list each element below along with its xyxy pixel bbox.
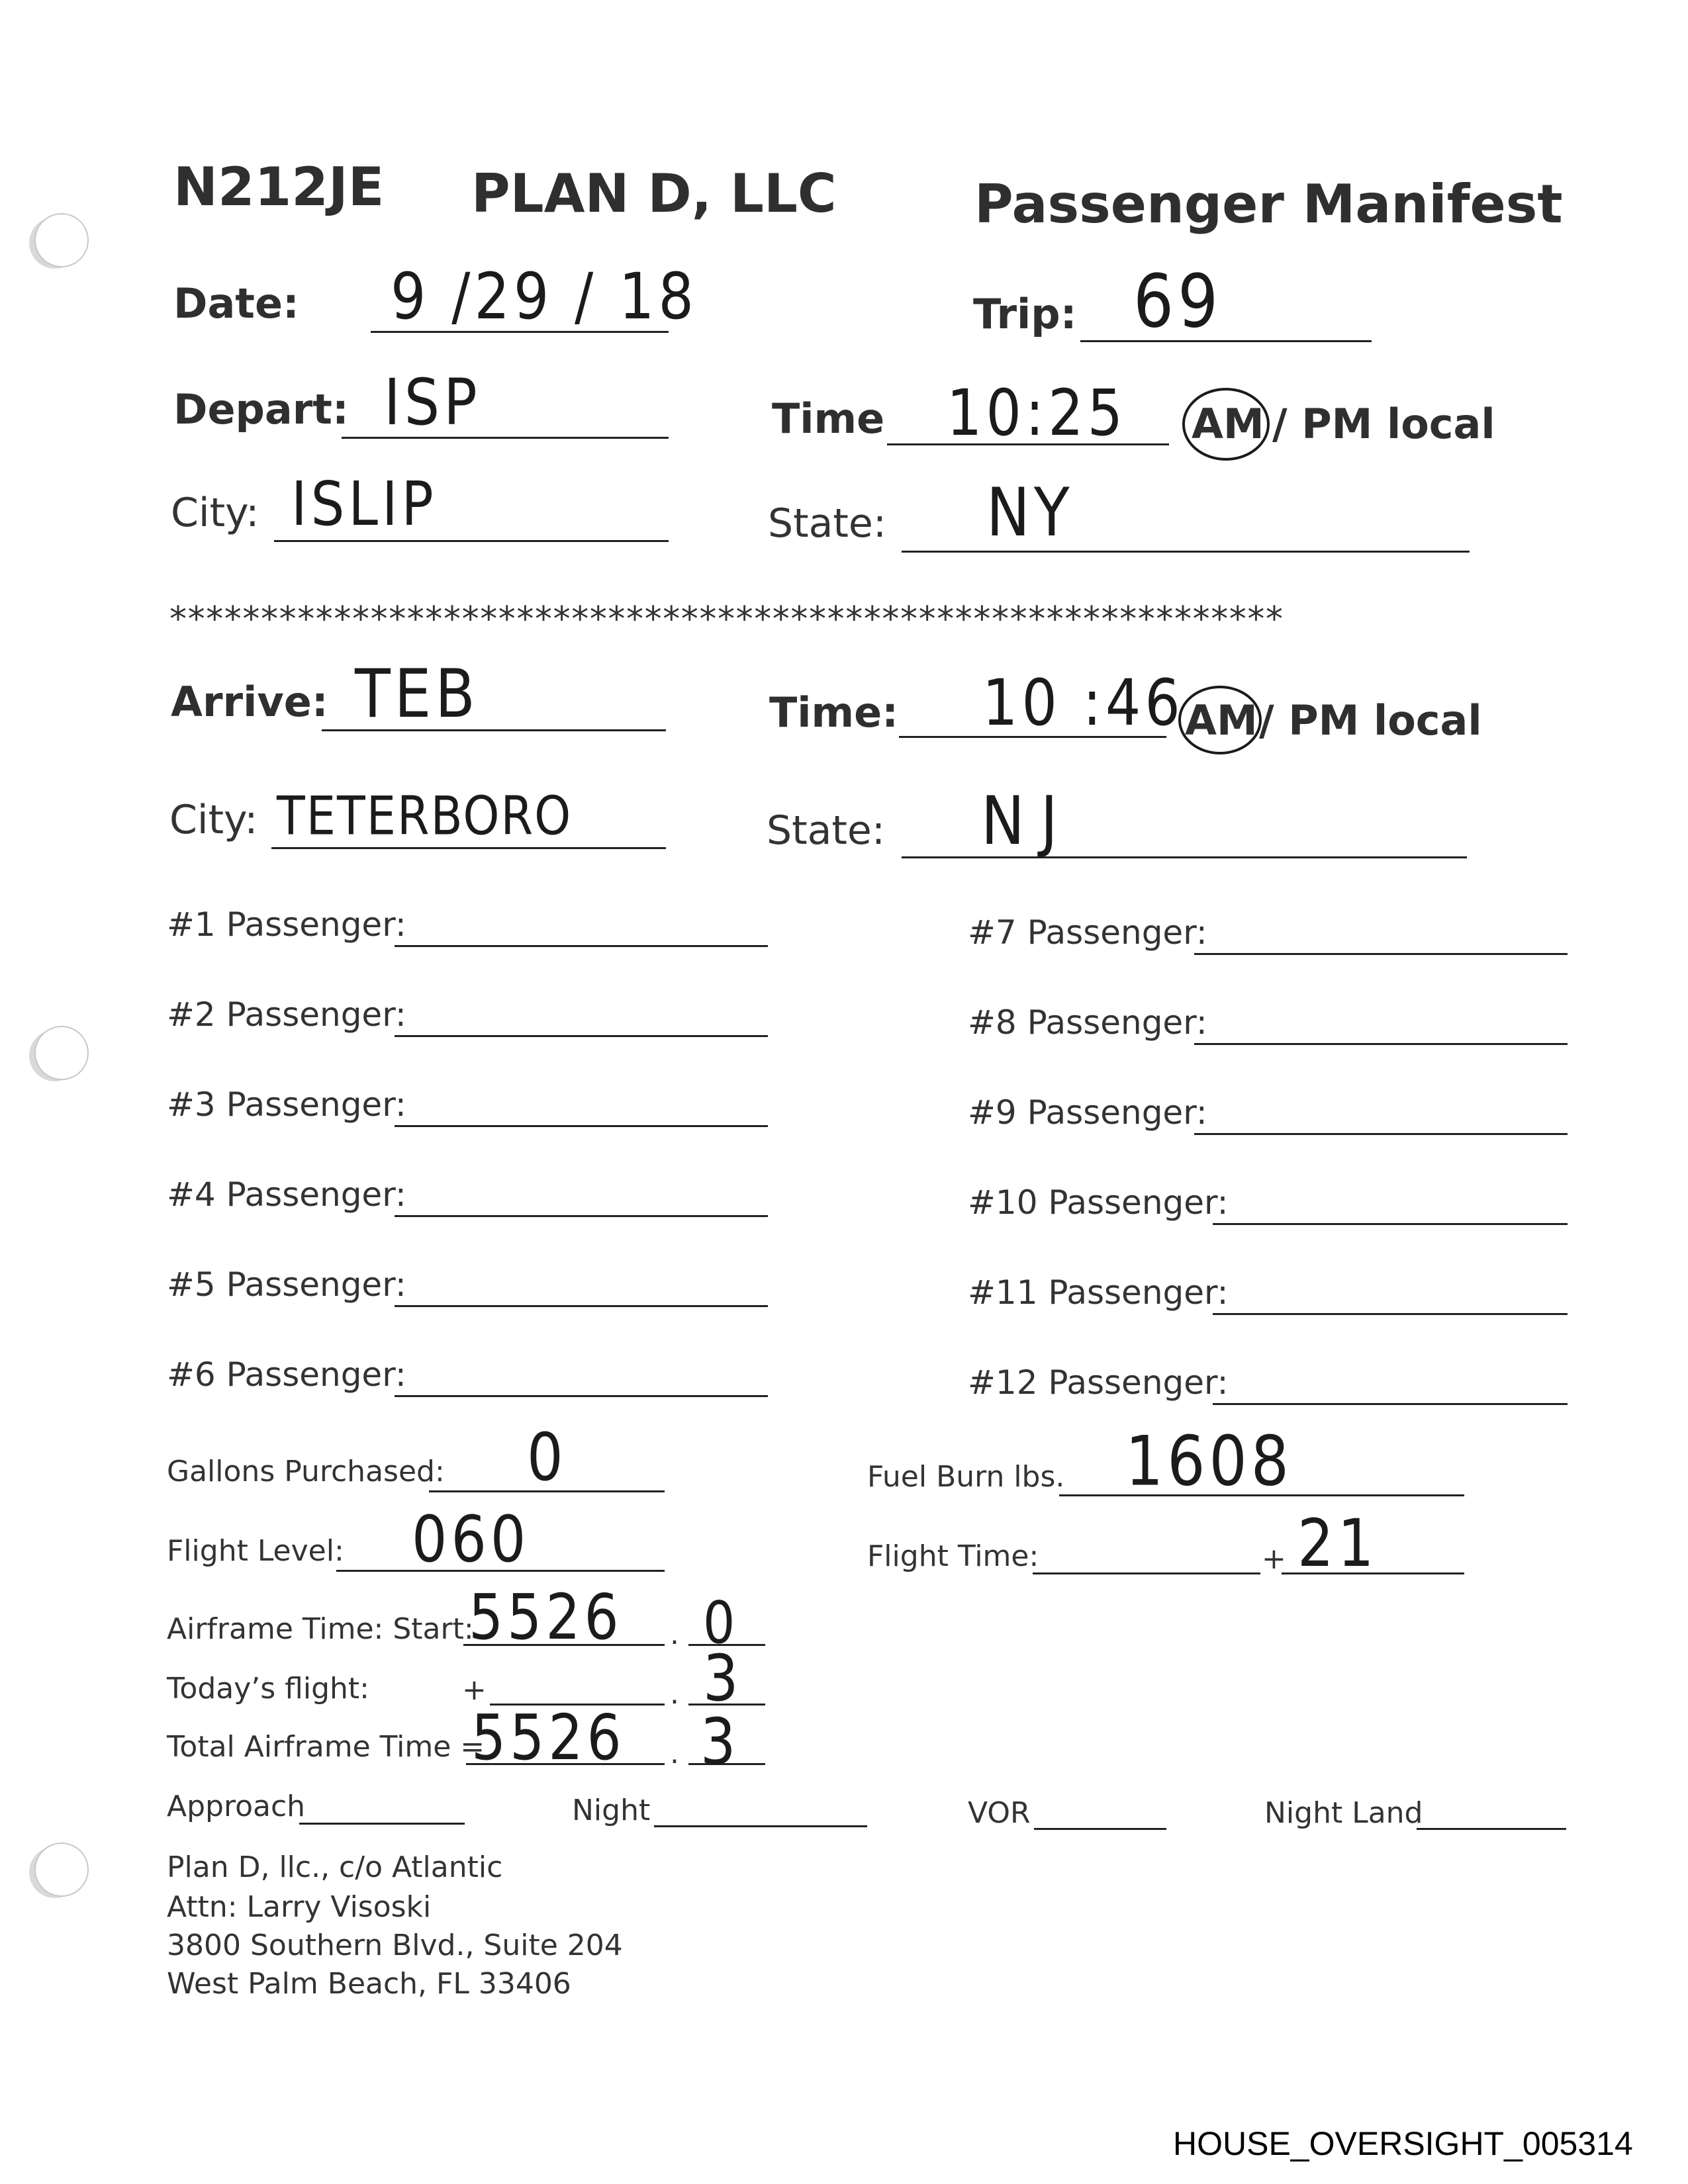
gallons-label: Gallons Purchased: (167, 1455, 445, 1488)
depart-time-value: 10:25 (947, 375, 1127, 450)
airframe-start-label: Airframe Time: Start: (167, 1612, 474, 1646)
night-land-label: Night Land (1264, 1796, 1423, 1830)
company-name: PLAN D, LLC (471, 163, 837, 224)
arrive-time-value: 10 :46 (982, 665, 1184, 740)
address-line-3: 3800 Southern Blvd., Suite 204 (167, 1929, 623, 1962)
passenger-9-line[interactable] (1194, 1133, 1568, 1135)
arrive-city-value: TETERBORO (277, 784, 573, 847)
tail-number: N212JE (173, 156, 385, 218)
passenger-6-label: #6 Passenger: (167, 1355, 406, 1394)
flight-time-hours-line (1033, 1572, 1260, 1574)
total-airframe-whole: 5526 (471, 1702, 626, 1774)
passenger-7-label: #7 Passenger: (968, 913, 1207, 952)
depart-time-label: Time (772, 394, 885, 443)
depart-city-label: City: (171, 490, 259, 536)
arrive-state-value: NJ (981, 781, 1074, 860)
passenger-8-line[interactable] (1194, 1043, 1568, 1045)
passenger-4-label: #4 Passenger: (167, 1175, 406, 1214)
passenger-11-label: #11 Passenger: (968, 1273, 1229, 1312)
fuel-burn-value: 1608 (1125, 1422, 1293, 1502)
total-airframe-label: Total Airframe Time = (167, 1730, 485, 1764)
approach-line[interactable] (299, 1823, 465, 1825)
night-land-line[interactable] (1417, 1828, 1566, 1830)
depart-state-value: NY (986, 473, 1074, 551)
depart-value: ISP (384, 365, 481, 439)
vor-line[interactable] (1034, 1828, 1166, 1830)
passenger-2-label: #2 Passenger: (167, 995, 406, 1034)
flight-level-label: Flight Level: (167, 1534, 344, 1568)
passenger-3-line[interactable] (395, 1125, 768, 1127)
todays-flight-label: Today’s flight: (167, 1672, 369, 1706)
vor-label: VOR (968, 1796, 1031, 1830)
airframe-start-dot: . (670, 1617, 679, 1651)
total-airframe-dot: . (670, 1737, 679, 1770)
form-title: Passenger Manifest (974, 173, 1563, 235)
passenger-4-line[interactable] (395, 1215, 768, 1217)
approach-label: Approach (167, 1790, 306, 1823)
arrive-time-label: Time: (769, 688, 898, 737)
address-line-2: Attn: Larry Visoski (167, 1890, 432, 1924)
document-id: HOUSE_OVERSIGHT_005314 (1173, 2125, 1633, 2162)
night-label: Night (572, 1794, 651, 1827)
passenger-8-label: #8 Passenger: (968, 1003, 1207, 1042)
trip-value: 69 (1133, 259, 1223, 344)
todays-flight-dot: . (670, 1677, 679, 1711)
date-label: Date: (173, 279, 299, 328)
total-airframe-tenth: 3 (700, 1704, 740, 1779)
flight-time-plus: + (1262, 1542, 1286, 1576)
date-value: 9 /29 / 18 (391, 259, 698, 334)
passenger-7-line[interactable] (1194, 953, 1568, 955)
todays-flight-plus: + (462, 1673, 487, 1707)
passenger-11-line[interactable] (1213, 1313, 1568, 1315)
address-line-4: West Palm Beach, FL 33406 (167, 1967, 571, 2001)
passenger-1-line[interactable] (395, 945, 768, 947)
passenger-12-label: #12 Passenger: (968, 1363, 1229, 1402)
arrive-label: Arrive: (171, 678, 328, 726)
passenger-2-line[interactable] (395, 1035, 768, 1037)
depart-pm-local-label: / PM local (1272, 400, 1495, 448)
passenger-3-label: #3 Passenger: (167, 1085, 406, 1124)
trip-line (1080, 340, 1372, 342)
arrive-pm-local-label: / PM local (1259, 696, 1482, 745)
airframe-start-tenth: 0 (703, 1588, 739, 1657)
punch-hole-middle (34, 1026, 89, 1080)
passenger-10-label: #10 Passenger: (968, 1183, 1229, 1222)
separator-stars: ************************************************************* (169, 600, 1284, 639)
passenger-12-line[interactable] (1213, 1403, 1568, 1405)
depart-city-line (274, 540, 669, 542)
night-line[interactable] (654, 1825, 867, 1827)
passenger-9-label: #9 Passenger: (968, 1093, 1207, 1132)
flight-time-label: Flight Time: (867, 1539, 1039, 1573)
passenger-5-label: #5 Passenger: (167, 1265, 406, 1304)
arrive-am-label: AM (1185, 696, 1258, 745)
passenger-6-line[interactable] (395, 1395, 768, 1397)
depart-city-value: ISLIP (291, 469, 438, 539)
arrive-city-label: City: (169, 797, 258, 843)
depart-label: Depart: (173, 385, 349, 433)
depart-am-label: AM (1192, 400, 1264, 448)
flight-level-value: 060 (412, 1502, 530, 1576)
arrive-city-line (271, 847, 666, 849)
fuel-burn-label: Fuel Burn lbs. (867, 1460, 1065, 1494)
passenger-5-line[interactable] (395, 1305, 768, 1307)
arrive-state-label: State: (767, 807, 886, 854)
passenger-1-label: #1 Passenger: (167, 905, 406, 944)
punch-hole-top (34, 213, 89, 267)
flight-time-minutes-value: 21 (1297, 1506, 1378, 1582)
punch-hole-bottom (34, 1843, 89, 1897)
depart-state-label: State: (768, 500, 887, 547)
gallons-value: 0 (527, 1420, 567, 1496)
arrive-value: TEB (355, 654, 479, 733)
todays-flight-tenth: 3 (703, 1641, 743, 1715)
airframe-start-whole: 5526 (469, 1581, 623, 1654)
trip-label: Trip: (973, 290, 1077, 338)
address-line-1: Plan D, llc., c/o Atlantic (167, 1850, 503, 1884)
passenger-10-line[interactable] (1213, 1223, 1568, 1225)
